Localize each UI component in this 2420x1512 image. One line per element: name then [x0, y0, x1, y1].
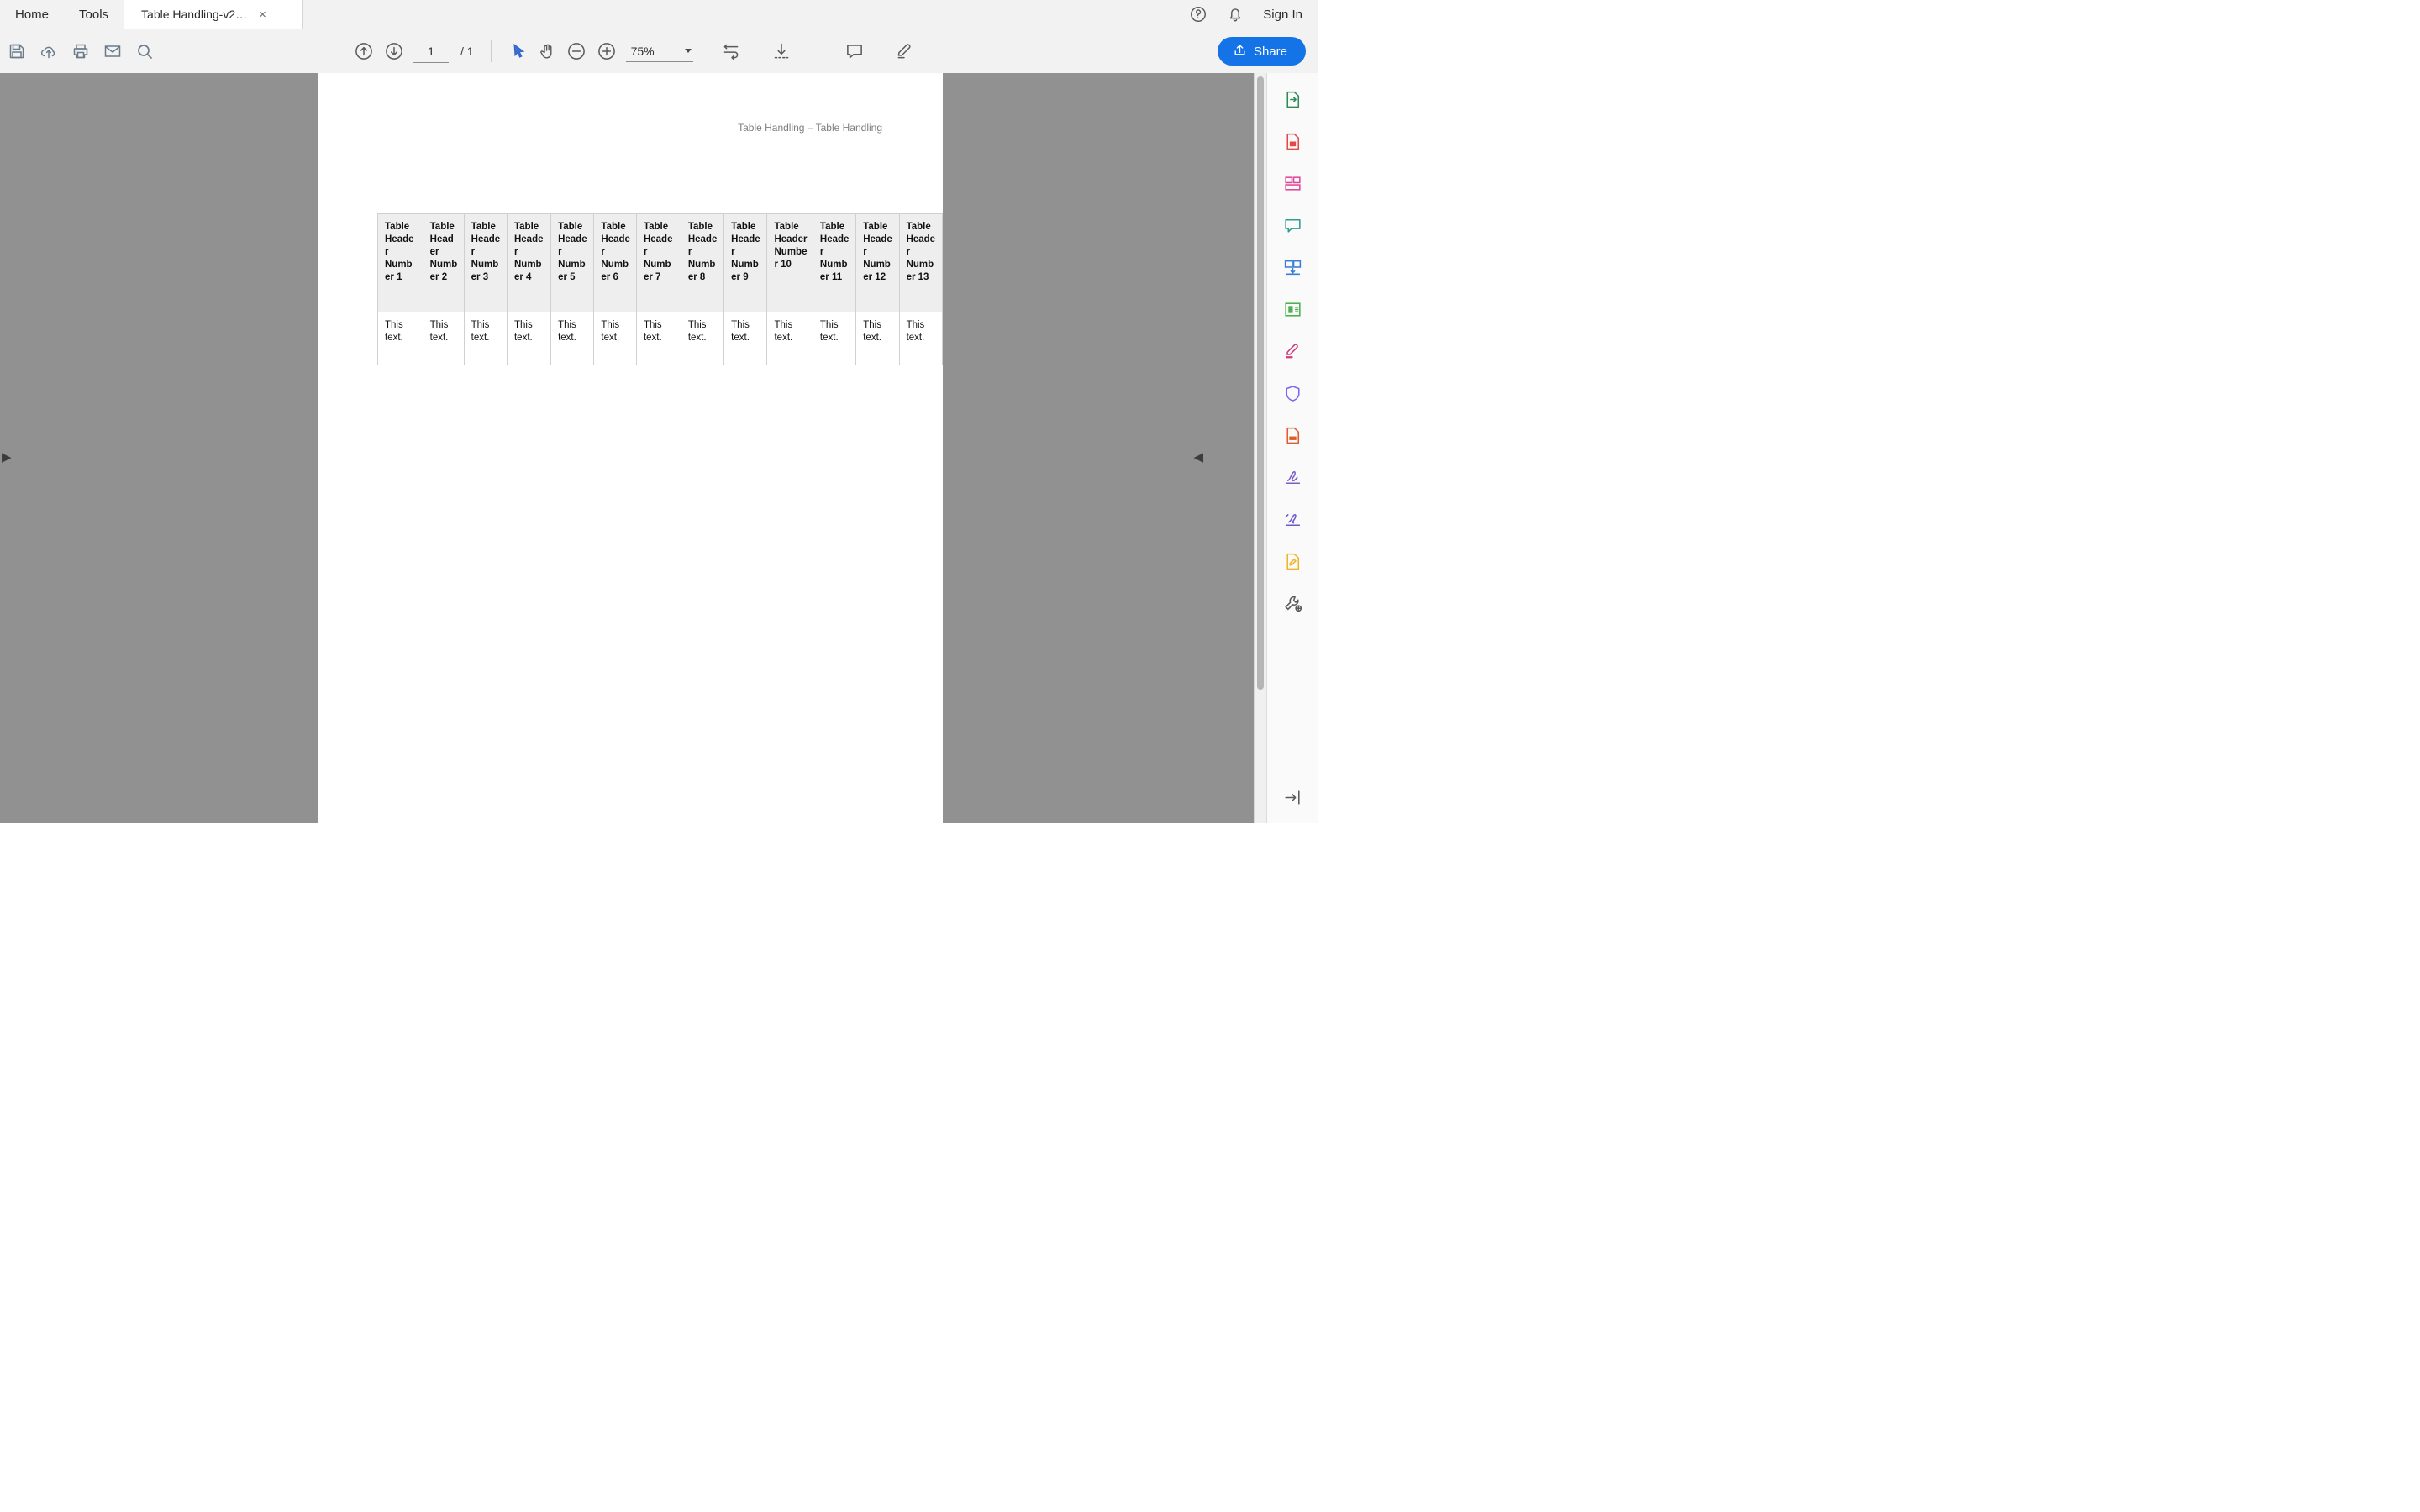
- redact-icon[interactable]: [1278, 337, 1307, 365]
- compress-pdf-icon[interactable]: [1278, 295, 1307, 323]
- zoom-level-select[interactable]: [626, 40, 693, 62]
- notification-bell-icon[interactable]: [1226, 5, 1244, 24]
- table-header-cell: Table Header Number 7: [636, 214, 681, 312]
- table-cell: This text.: [724, 312, 767, 365]
- table-cell: This text.: [813, 312, 855, 365]
- comment-icon[interactable]: [1278, 211, 1307, 239]
- tab-bar: [0, 0, 1318, 29]
- tab-bar-menus: [0, 0, 303, 29]
- email-icon[interactable]: [103, 41, 123, 61]
- comment-bubble-icon[interactable]: [844, 40, 865, 62]
- toolbar: [0, 29, 1318, 74]
- table-header-cell: Table Header Number 12: [856, 214, 899, 312]
- rail-bottom-group: [1267, 783, 1318, 811]
- table-cell: This text.: [551, 312, 594, 365]
- protect-icon[interactable]: [1278, 379, 1307, 407]
- document-tab[interactable]: [124, 0, 303, 29]
- left-panel-toggle[interactable]: ▶: [2, 450, 12, 465]
- share-icon: [1233, 43, 1247, 60]
- toolbar-left-group: [0, 41, 155, 61]
- organize-pages-icon[interactable]: [1278, 169, 1307, 197]
- menu-home[interactable]: Home: [15, 7, 50, 22]
- chevron-down-icon: [685, 49, 692, 53]
- hand-icon[interactable]: [537, 41, 557, 61]
- zoom-level-value: 75%: [630, 44, 655, 58]
- page-number-input[interactable]: [413, 40, 449, 63]
- request-signatures-icon[interactable]: [1278, 505, 1307, 533]
- table-cell: This text.: [507, 312, 550, 365]
- table-cell: This text.: [681, 312, 723, 365]
- document-table: [377, 213, 943, 365]
- document-scrollbar[interactable]: [1254, 73, 1266, 823]
- table-header-cell: Table Header Number 4: [507, 214, 550, 312]
- tab-bar-right: [1189, 0, 1318, 29]
- table-cell: This text.: [856, 312, 899, 365]
- arrow-down-circle-icon[interactable]: [383, 40, 405, 62]
- right-panel-toggle[interactable]: ◀: [1193, 450, 1203, 465]
- upload-cloud-icon[interactable]: [39, 41, 59, 61]
- help-circle-icon[interactable]: [1189, 5, 1207, 24]
- document-table-wrapper: [377, 213, 943, 365]
- table-cell: This text.: [423, 312, 464, 365]
- search-icon[interactable]: [134, 41, 155, 61]
- toolbar-divider-1: [491, 40, 492, 62]
- expand-panel-icon[interactable]: [1278, 783, 1307, 811]
- table-header-row: [378, 214, 943, 312]
- document-tab-label: Table Handling-v2…: [141, 8, 248, 21]
- toolbar-center-group: [353, 40, 916, 63]
- share-button[interactable]: [1218, 37, 1306, 66]
- table-header-cell: Table Header Number 10: [767, 214, 813, 312]
- tools-rail: [1266, 73, 1318, 823]
- create-pdf-icon[interactable]: [1278, 127, 1307, 155]
- export-pdf-icon[interactable]: [1278, 85, 1307, 113]
- edit-pdf-icon[interactable]: [1278, 547, 1307, 575]
- document-running-header: Table Handling – Table Handling: [738, 122, 882, 134]
- table-header-cell: Table Header Number 6: [594, 214, 637, 312]
- arrow-up-circle-icon[interactable]: [353, 40, 375, 62]
- zoom-in-icon[interactable]: [596, 40, 618, 62]
- zoom-out-icon[interactable]: [566, 40, 587, 62]
- table-cell: This text.: [378, 312, 424, 365]
- table-header-cell: Table Header Number 11: [813, 214, 855, 312]
- table-header-cell: Table Header Number 3: [464, 214, 507, 312]
- table-row: [378, 312, 943, 365]
- table-cell: This text.: [767, 312, 813, 365]
- table-cell: This text.: [636, 312, 681, 365]
- save-icon[interactable]: [7, 41, 27, 61]
- scroll-down-icon[interactable]: [771, 40, 792, 62]
- table-cell: This text.: [464, 312, 507, 365]
- table-header-cell: Table Header Number 13: [899, 214, 942, 312]
- highlight-pen-icon[interactable]: [894, 40, 916, 62]
- table-header-cell: Table Header Number 1: [378, 214, 424, 312]
- table-header-cell: Table Header Number 2: [423, 214, 464, 312]
- table-cell: This text.: [594, 312, 637, 365]
- more-tools-icon[interactable]: [1278, 589, 1307, 617]
- table-header-cell: Table Header Number 9: [724, 214, 767, 312]
- page-total-label: / 1: [460, 45, 474, 58]
- main-area: [0, 73, 1318, 823]
- menu-tools[interactable]: Tools: [79, 7, 109, 22]
- stamp-icon[interactable]: [1278, 421, 1307, 449]
- sign-in-button[interactable]: Sign In: [1263, 7, 1302, 22]
- fill-and-sign-icon[interactable]: [1278, 463, 1307, 491]
- share-label: Share: [1253, 44, 1287, 59]
- close-icon[interactable]: ×: [259, 7, 266, 22]
- document-viewport[interactable]: [0, 73, 1254, 823]
- table-cell: This text.: [899, 312, 942, 365]
- combine-files-icon[interactable]: [1278, 253, 1307, 281]
- print-icon[interactable]: [71, 41, 91, 61]
- table-header-cell: Table Header Number 5: [551, 214, 594, 312]
- table-header-cell: Table Header Number 8: [681, 214, 723, 312]
- scrollbar-thumb[interactable]: [1257, 76, 1264, 690]
- fit-page-icon[interactable]: [720, 40, 742, 62]
- cursor-arrow-icon[interactable]: [508, 41, 529, 61]
- pdf-page: [318, 73, 943, 823]
